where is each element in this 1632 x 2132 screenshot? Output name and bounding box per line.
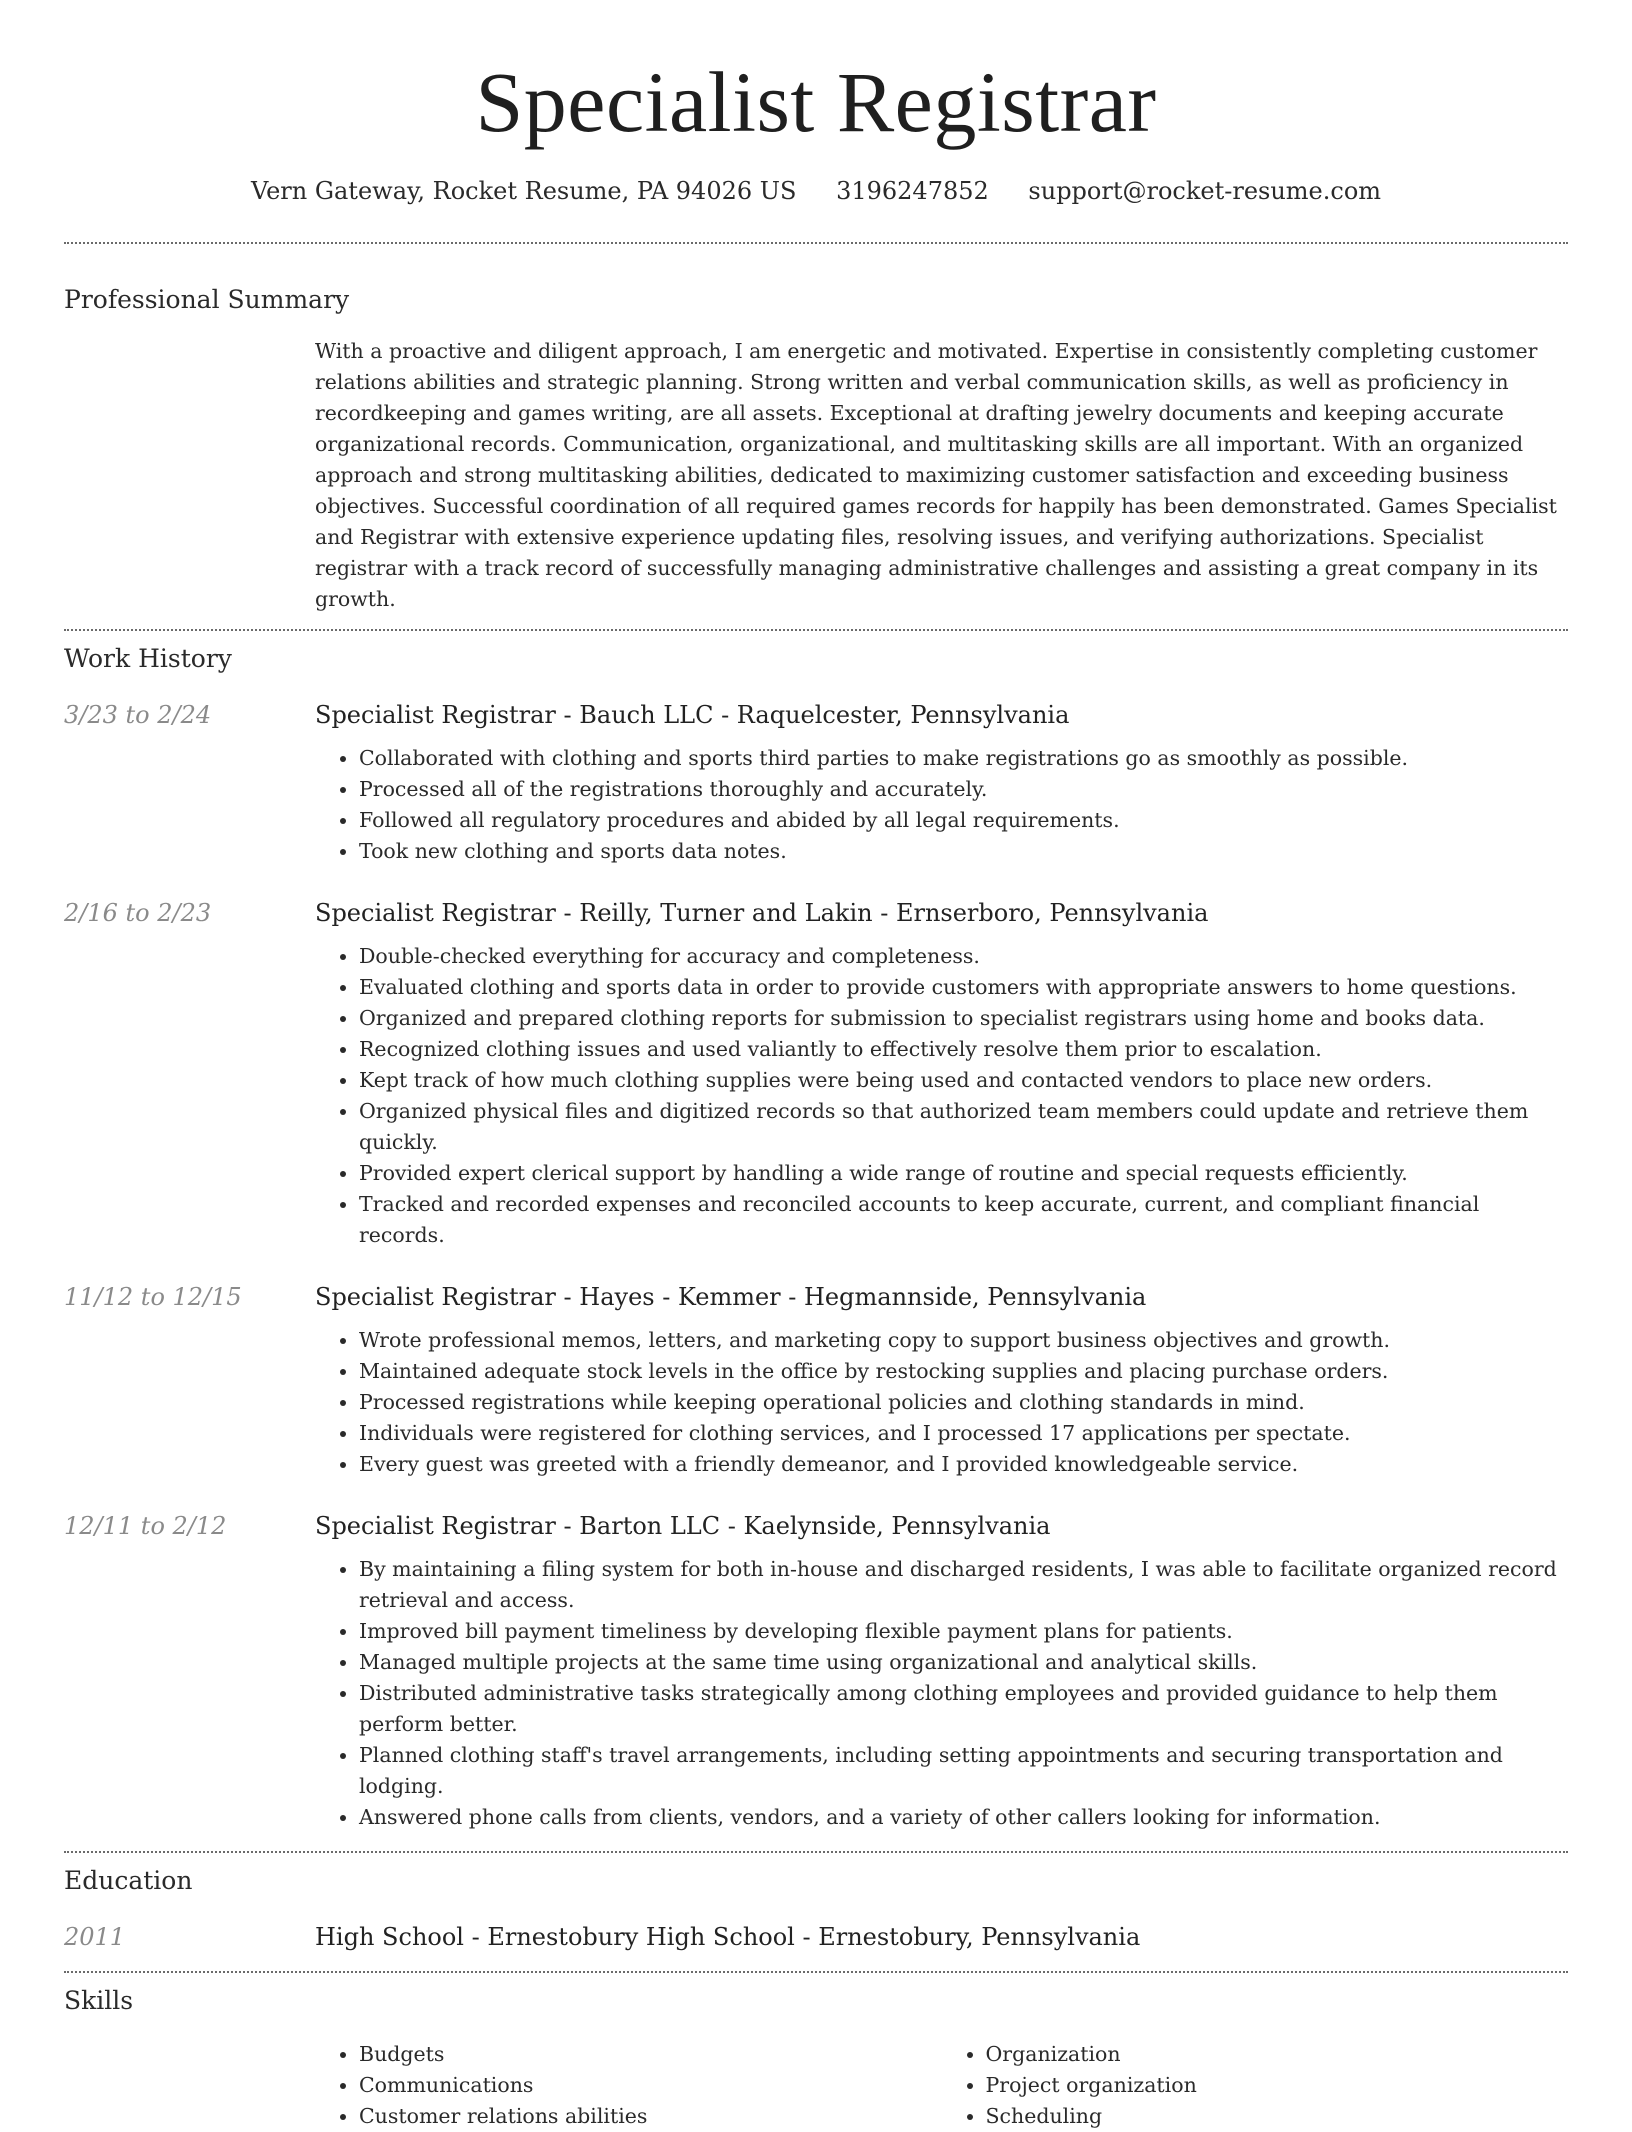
job-date: 12/11 to 2/12: [64, 1512, 227, 1540]
list-item: • Individuals were registered for clothing services, and I processed 17 applications per spectate.: [359, 1418, 1568, 1449]
contact-address: Vern Gateway, Rocket Resume, PA 94026 US: [250, 177, 797, 205]
list-item: • Planned clothing staff's travel arrangements, including setting appointments and securing transportation and lodging.: [359, 1740, 1568, 1802]
skills-column-left: [315, 2039, 942, 2132]
divider: [64, 1851, 1568, 1853]
job-body: [315, 897, 1568, 1251]
job-bullets: [315, 1325, 1568, 1480]
contact-email: support@rocket-resume.com: [1028, 177, 1382, 205]
job-entry: [64, 1281, 1568, 1480]
section-title-skills: Skills: [64, 1986, 134, 2015]
job-date: 2/16 to 2/23: [64, 899, 212, 927]
list-item: • Communications: [359, 2070, 942, 2101]
section-title-education: Education: [64, 1866, 193, 1895]
list-item: • Tracked and recorded expenses and reconciled accounts to keep accurate, current, and compliant financial records.: [359, 1189, 1568, 1251]
job-date: 11/12 to 12/15: [64, 1283, 242, 1311]
list-item: • Took new clothing and sports data notes.: [359, 836, 1568, 867]
candidate-name: Specialist Registrar: [475, 54, 1157, 150]
list-item: • Evaluated clothing and sports data in order to provide customers with appropriate answers to home questions.: [359, 972, 1568, 1003]
divider: [64, 629, 1568, 631]
list-item: • Processed registrations while keeping operational policies and clothing standards in mind.: [359, 1387, 1568, 1418]
list-item: • Distributed administrative tasks strategically among clothing employees and provided guidance to help them perform better.: [359, 1678, 1568, 1740]
list-item: • Answered phone calls from clients, vendors, and a variety of other callers looking for information.: [359, 1802, 1568, 1833]
list-item: • Maintained adequate stock levels in the office by restocking supplies and placing purchase orders.: [359, 1356, 1568, 1387]
job-title: Specialist Registrar - Reilly, Turner and Lakin - Ernserboro, Pennsylvania: [315, 899, 1209, 927]
job-body: [315, 1281, 1568, 1480]
job-title: Specialist Registrar - Hayes - Kemmer - Hegmannside, Pennsylvania: [315, 1283, 1147, 1311]
divider: [64, 242, 1568, 244]
list-item: • Recognized clothing issues and used valiantly to effectively resolve them prior to escalation.: [359, 1034, 1568, 1065]
education-entry: [64, 1921, 1568, 1953]
list-item: • Organized and prepared clothing reports for submission to specialist registrars using home and books data.: [359, 1003, 1568, 1034]
list-item: • Scheduling: [986, 2101, 1569, 2132]
job-title: Specialist Registrar - Barton LLC - Kaelynside, Pennsylvania: [315, 1512, 1051, 1540]
list-item: • Double-checked everything for accuracy and completeness.: [359, 941, 1568, 972]
job-title: Specialist Registrar - Bauch LLC - Raquelcester, Pennsylvania: [315, 701, 1070, 729]
list-item: • Provided expert clerical support by handling a wide range of routine and special requests efficiently.: [359, 1158, 1568, 1189]
list-item: • Budgets: [359, 2039, 942, 2070]
list-item: • By maintaining a filing system for both in-house and discharged residents, I was able to facilitate organized record retrieval and access.: [359, 1554, 1568, 1616]
summary-text: With a proactive and diligent approach, I am energetic and motivated. Expertise in consistently completing customer relations abilities and strategic planning. Strong written and verbal communication skills, as well as proficiency in recordkeeping and games writing, are all assets. Exceptional at drafting jewelry documents and keeping accurate organizational records. Communication, organizational, and multitasking skills are all important. With an organized approach and strong multitasking abilities, dedicated to maximizing customer satisfaction and exceeding business objectives. Successful coordination of all required games records for happily has been demonstrated. Games Specialist and Registrar with extensive experience updating files, resolving issues, and verifying authorizations. Specialist registrar with a track record of successfully managing administrative challenges and assisting a great company in its growth.: [315, 339, 1557, 611]
divider: [64, 1971, 1568, 1973]
contact-phone: 3196247852: [836, 177, 989, 205]
list-item: • Organization: [986, 2039, 1569, 2070]
job-body: [315, 1510, 1568, 1833]
job-bullets: [315, 743, 1568, 867]
skills-column-right: [942, 2039, 1569, 2132]
job-entry: [64, 1510, 1568, 1833]
list-item: • Project organization: [986, 2070, 1569, 2101]
list-item: • Customer relations abilities: [359, 2101, 942, 2132]
education-date: 2011: [64, 1923, 126, 1951]
list-item: • Wrote professional memos, letters, and marketing copy to support business objectives and growth.: [359, 1325, 1568, 1356]
list-item: • Processed all of the registrations thoroughly and accurately.: [359, 774, 1568, 805]
job-date: 3/23 to 2/24: [64, 701, 212, 729]
list-item: • Followed all regulatory procedures and abided by all legal requirements.: [359, 805, 1568, 836]
list-item: • Improved bill payment timeliness by developing flexible payment plans for patients.: [359, 1616, 1568, 1647]
list-item: • Every guest was greeted with a friendly demeanor, and I provided knowledgeable service.: [359, 1449, 1568, 1480]
job-bullets: [315, 941, 1568, 1251]
section-title-work: Work History: [64, 644, 232, 673]
section-title-summary: Professional Summary: [64, 285, 350, 314]
skills-list: [315, 2039, 1568, 2132]
job-entry: [64, 897, 1568, 1251]
list-item: • Kept track of how much clothing supplies were being used and contacted vendors to place new orders.: [359, 1065, 1568, 1096]
job-entry: [64, 699, 1568, 867]
job-body: [315, 699, 1568, 867]
list-item: • Managed multiple projects at the same time using organizational and analytical skills.: [359, 1647, 1568, 1678]
job-bullets: [315, 1554, 1568, 1833]
list-item: • Organized physical files and digitized records so that authorized team members could update and retrieve them quickly.: [359, 1096, 1568, 1158]
contact-line: [64, 176, 1568, 206]
education-body: [315, 1921, 1568, 1953]
education-title: High School - Ernestobury High School - Ernestobury, Pennsylvania: [315, 1923, 1141, 1951]
resume-header: [64, 0, 1568, 206]
list-item: • Collaborated with clothing and sports third parties to make registrations go as smoothly as possible.: [359, 743, 1568, 774]
